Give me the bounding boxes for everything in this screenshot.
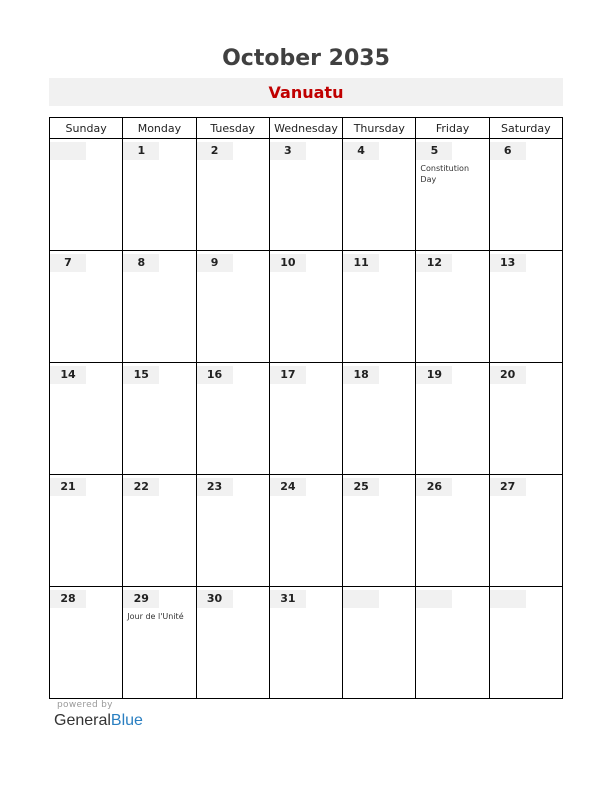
day-number: 31	[270, 590, 306, 608]
day-number: 29	[123, 590, 159, 608]
day-number: 27	[490, 478, 526, 496]
calendar-title: October 2035	[222, 46, 390, 71]
day-number: 1	[123, 142, 159, 160]
weekday-wednesday: Wednesday	[269, 118, 342, 139]
calendar-day-cell	[196, 251, 269, 363]
calendar-day-cell	[416, 363, 489, 475]
calendar-week-row	[50, 251, 563, 363]
day-number: 9	[197, 254, 233, 272]
day-number: 17	[270, 366, 306, 384]
calendar-day-cell	[416, 139, 489, 251]
day-number: 30	[197, 590, 233, 608]
day-number: 15	[123, 366, 159, 384]
day-number: 23	[197, 478, 233, 496]
day-number: 26	[416, 478, 452, 496]
day-number: 28	[50, 590, 86, 608]
day-number	[50, 142, 86, 160]
calendar-day-cell	[269, 587, 342, 699]
calendar-day-cell	[269, 363, 342, 475]
brand-blue: Blue	[110, 712, 143, 729]
calendar-day-cell	[416, 587, 489, 699]
calendar-day-cell	[123, 139, 196, 251]
calendar-day-cell	[343, 139, 416, 251]
calendar-day-cell	[416, 475, 489, 587]
holiday-label: Constitution Day	[420, 164, 470, 184]
day-number	[490, 590, 526, 608]
day-number: 4	[343, 142, 379, 160]
day-number: 14	[50, 366, 86, 384]
calendar-day-cell	[50, 139, 123, 251]
calendar-day-cell	[343, 251, 416, 363]
calendar-day-cell	[269, 139, 342, 251]
weekday-thursday: Thursday	[343, 118, 416, 139]
country-name: Vanuatu	[268, 83, 344, 102]
weekday-sunday: Sunday	[50, 118, 123, 139]
calendar-day-cell	[123, 587, 196, 699]
holiday-label: Jour de l'Unité	[127, 612, 184, 621]
calendar-week-row	[50, 139, 563, 251]
day-number: 6	[490, 142, 526, 160]
weekday-tuesday: Tuesday	[196, 118, 269, 139]
weekday-monday: Monday	[123, 118, 196, 139]
calendar-day-cell	[196, 587, 269, 699]
day-number: 21	[50, 478, 86, 496]
calendar-week-row	[50, 587, 563, 699]
calendar-day-cell	[123, 475, 196, 587]
day-number: 8	[123, 254, 159, 272]
day-number	[416, 590, 452, 608]
weekday-friday: Friday	[416, 118, 489, 139]
calendar-day-cell	[489, 475, 562, 587]
day-number	[343, 590, 379, 608]
calendar-day-cell	[269, 251, 342, 363]
day-number: 11	[343, 254, 379, 272]
calendar-day-cell	[489, 587, 562, 699]
brand-general: General	[54, 712, 111, 729]
day-number: 13	[490, 254, 526, 272]
calendar-week-row	[50, 475, 563, 587]
calendar-week-row	[50, 363, 563, 475]
weekday-header-row	[50, 118, 563, 139]
day-number: 20	[490, 366, 526, 384]
calendar-day-cell	[196, 363, 269, 475]
calendar-day-cell	[50, 475, 123, 587]
day-number: 19	[416, 366, 452, 384]
calendar-day-cell	[50, 251, 123, 363]
day-number: 18	[343, 366, 379, 384]
day-number: 22	[123, 478, 159, 496]
calendar-day-cell	[343, 363, 416, 475]
day-number: 2	[197, 142, 233, 160]
calendar-day-cell	[269, 475, 342, 587]
calendar-day-cell	[489, 139, 562, 251]
calendar-day-cell	[196, 475, 269, 587]
calendar-day-cell	[123, 363, 196, 475]
calendar-day-cell	[489, 251, 562, 363]
day-number: 5	[416, 142, 452, 160]
weekday-saturday: Saturday	[489, 118, 562, 139]
calendar-day-cell	[196, 139, 269, 251]
calendar-day-cell	[343, 587, 416, 699]
day-number: 10	[270, 254, 306, 272]
calendar-day-cell	[50, 587, 123, 699]
day-number: 25	[343, 478, 379, 496]
calendar-grid	[49, 117, 563, 699]
country-banner	[49, 78, 563, 106]
calendar-day-cell	[416, 251, 489, 363]
generalblue-logo	[54, 712, 143, 730]
day-number: 12	[416, 254, 452, 272]
day-number: 24	[270, 478, 306, 496]
calendar-day-cell	[50, 363, 123, 475]
day-number: 16	[197, 366, 233, 384]
powered-by-text: powered by	[57, 700, 113, 710]
calendar-day-cell	[343, 475, 416, 587]
calendar-day-cell	[489, 363, 562, 475]
day-number: 7	[50, 254, 86, 272]
calendar-day-cell	[123, 251, 196, 363]
day-number: 3	[270, 142, 306, 160]
